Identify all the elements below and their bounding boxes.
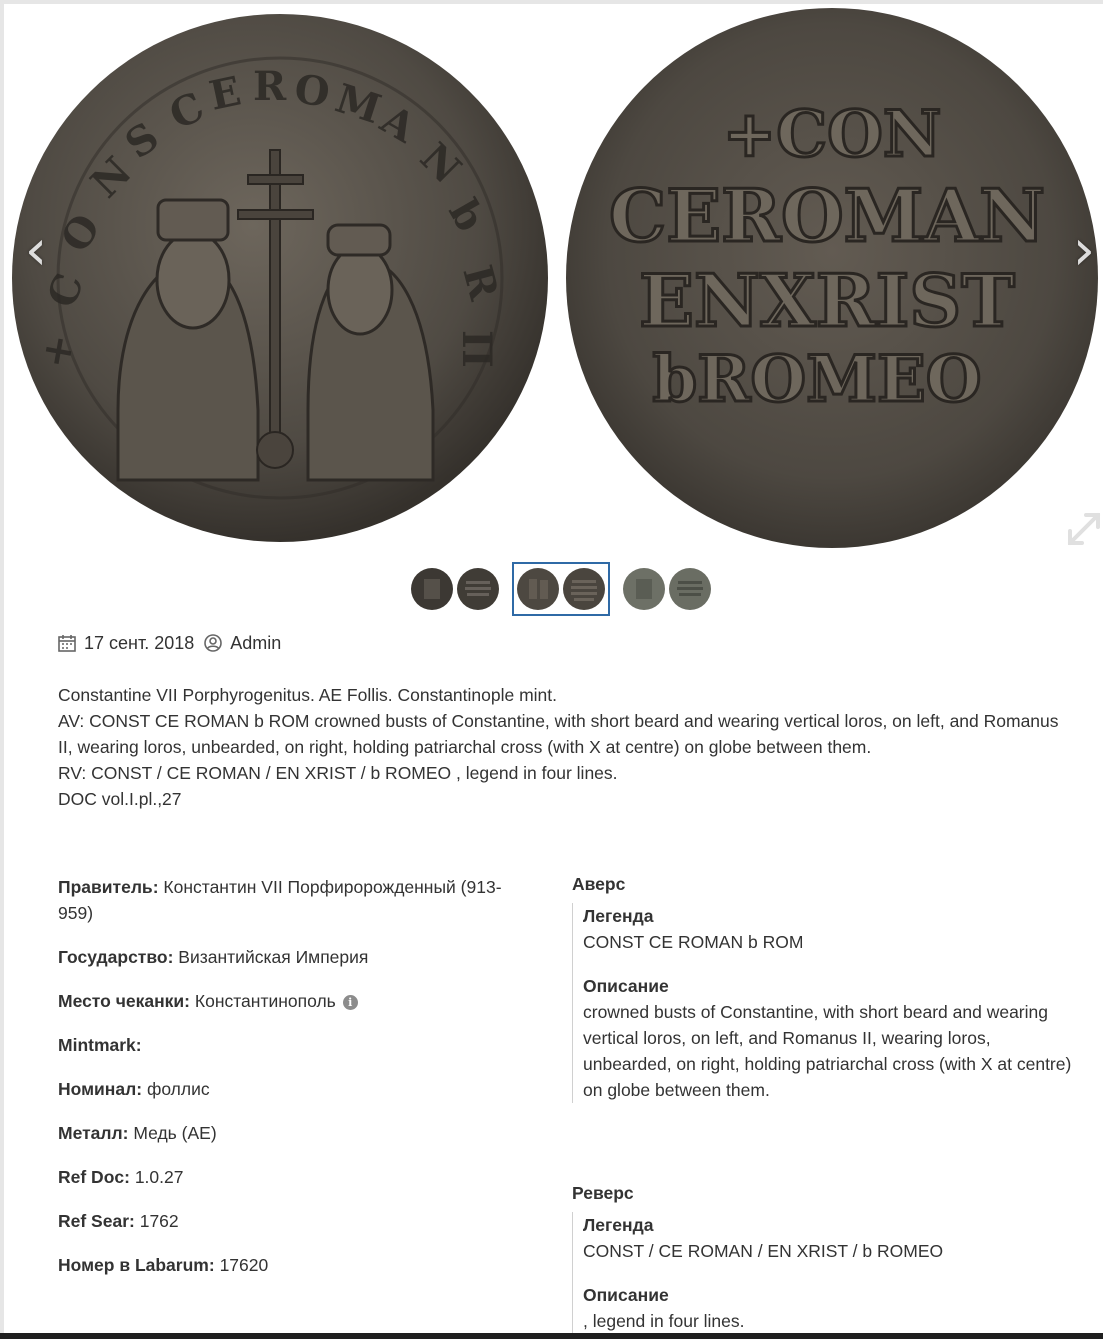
chevron-left-icon: ‹ (24, 218, 48, 283)
prop-state (58, 944, 528, 970)
svg-text:R: R (453, 260, 508, 305)
coin-description (58, 682, 1068, 812)
prop-refsear-value: 1762 (139, 1211, 179, 1231)
gallery-next-button[interactable] (1064, 218, 1103, 283)
prop-denomination (58, 1076, 528, 1102)
reverse-desc-group (583, 1282, 1072, 1334)
svg-text:A: A (373, 95, 424, 153)
obverse-title: Аверс (572, 874, 626, 894)
info-icon[interactable]: i (343, 995, 358, 1010)
coin-gallery (4, 4, 1103, 554)
thumbnail-2[interactable] (512, 562, 610, 616)
prop-mint (58, 988, 528, 1014)
svg-text:R: R (253, 63, 287, 110)
svg-text:M: M (329, 74, 387, 134)
prop-mintmark (58, 1032, 528, 1058)
post-date: 17 сент. 2018 (84, 632, 195, 653)
prop-ruler (58, 874, 528, 926)
prop-metal-value: Медь (AE) (133, 1123, 217, 1143)
description-line-1: Constantine VII Porphyrogenitus. AE Follis. Constantinople mint. (58, 685, 558, 705)
prop-denomination-value: фоллис (146, 1079, 210, 1099)
prop-metal-label: Металл: (58, 1123, 129, 1143)
description-line-2: AV: CONST CE ROMAN b ROM crowned busts of Constantine, with short beard and wearing vertical loros, on left, and Romanus II, wearing loros, unbearded, on right, holding patriarchal cross (with X at centre) on globe between them. (58, 711, 1059, 757)
obverse-desc-group (583, 973, 1072, 1103)
prop-refdoc (58, 1164, 528, 1190)
description-line-3: RV: CONST / CE ROMAN / EN XRIST / b ROMEO , legend in four lines. (58, 763, 618, 783)
reverse-desc-label: Описание (583, 1285, 669, 1305)
gallery-prev-button[interactable] (16, 218, 56, 283)
thumbnail-strip (406, 562, 716, 616)
user-circle-icon (204, 634, 222, 652)
prop-labarum-label: Номер в Labarum: (58, 1255, 215, 1275)
svg-text:N: N (410, 133, 471, 193)
obverse-block (572, 903, 1072, 1103)
svg-text:O: O (51, 205, 110, 261)
obverse-desc-value: crowned busts of Constantine, with short beard and wearing vertical loros, on left, and Romanus II, wearing loros, unbearded, on right, holding patriarchal cross (with X at centre) on globe between them. (583, 1002, 1072, 1100)
prop-labarum-value: 17620 (219, 1255, 269, 1275)
post-author[interactable]: Admin (230, 632, 282, 653)
coin-image-obverse (8, 10, 552, 546)
chevron-right-icon: › (1072, 218, 1096, 283)
fullscreen-button[interactable] (1064, 509, 1103, 549)
thumbnail-3[interactable] (618, 562, 716, 616)
reverse-legend-value: CONST / CE ROMAN / EN XRIST / b ROMEO (583, 1241, 944, 1261)
prop-mint-value: Константинополь (194, 991, 336, 1011)
svg-text:C: C (162, 83, 212, 140)
obverse-legend-label: Легенда (583, 906, 654, 926)
prop-metal (58, 1120, 528, 1146)
description-line-4: DOC vol.I.pl.,27 (58, 789, 182, 809)
obverse-section (572, 871, 1072, 1103)
reverse-line-4: bROMEO (652, 342, 982, 417)
obverse-desc-label: Описание (583, 976, 669, 996)
prop-refsear (58, 1208, 528, 1234)
svg-text:N: N (81, 147, 141, 208)
svg-text:Π: Π (453, 330, 500, 368)
svg-text:O: O (291, 65, 333, 117)
reverse-line-2: CEROMAN (608, 173, 1046, 258)
svg-text:E: E (205, 67, 245, 120)
reverse-legend-label: Легенда (583, 1215, 654, 1235)
thumbnail-1[interactable] (406, 562, 504, 616)
svg-text:b: b (439, 191, 495, 240)
prop-denomination-label: Номинал: (58, 1079, 143, 1099)
prop-refdoc-value: 1.0.27 (134, 1167, 184, 1187)
reverse-line-1: +CON (722, 97, 942, 172)
reverse-section (572, 1180, 1072, 1334)
prop-refdoc-label: Ref Doc: (58, 1167, 130, 1187)
expand-icon (1064, 509, 1103, 549)
svg-text:C: C (38, 267, 94, 314)
reverse-line-3: ENXRIST (639, 258, 1015, 343)
prop-mintmark-label: Mintmark: (58, 1035, 142, 1055)
reverse-block (572, 1212, 1072, 1334)
reverse-desc-value: , legend in four lines. (583, 1311, 745, 1331)
prop-labarum (58, 1252, 528, 1278)
reverse-legend-group (583, 1212, 1072, 1264)
prop-state-value: Византийская Империя (178, 947, 369, 967)
bottom-border (0, 1333, 1103, 1339)
obverse-legend-value: CONST CE ROMAN b ROM (583, 932, 804, 952)
prop-ruler-value: Константин VII Порфиророжденный (913-959) (58, 877, 502, 923)
obverse-legend-group (583, 903, 1072, 955)
svg-text:+: + (31, 330, 84, 372)
post-meta (58, 631, 281, 655)
coin-image-reverse (562, 6, 1102, 550)
calendar-icon (58, 634, 76, 652)
svg-text:S: S (116, 113, 168, 169)
prop-mint-label: Место чеканки: (58, 991, 191, 1011)
prop-state-label: Государство: (58, 947, 174, 967)
coin-properties (58, 874, 528, 1296)
prop-ruler-label: Правитель: (58, 877, 159, 897)
prop-refsear-label: Ref Sear: (58, 1211, 135, 1231)
reverse-title: Реверс (572, 1183, 634, 1203)
